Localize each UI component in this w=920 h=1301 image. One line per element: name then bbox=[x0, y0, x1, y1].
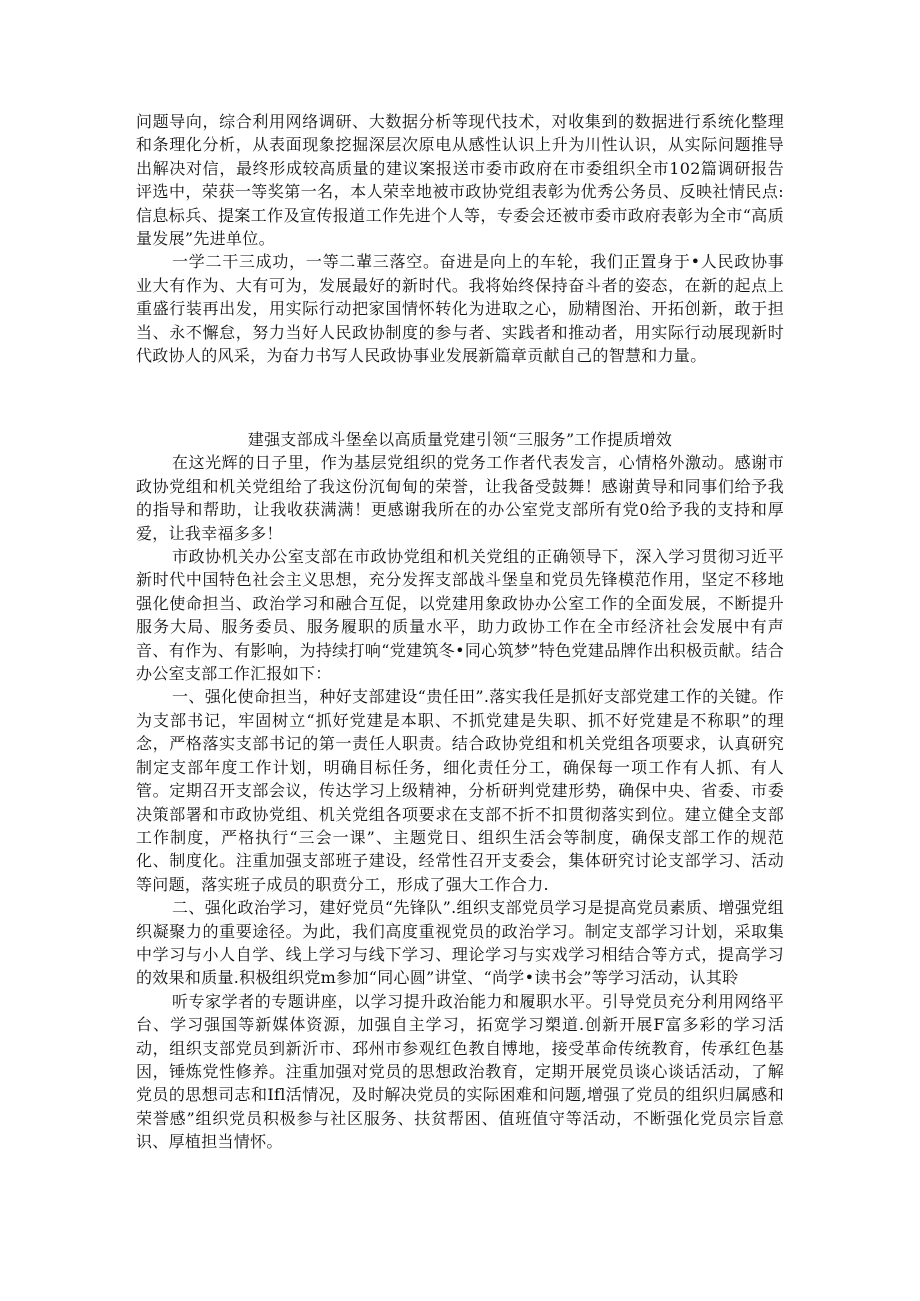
paragraph: 一学二干三成功，一等二輩三落空。奋进是向上的车轮，我们正置身于•人民政协事业大有作为、大有可为，发展最好的新时代。我将始终保持奋斗者的姿态，在新的起点上重盛行装再出发，用实际行动把家国情怀转化为进取之心，励精图治、开拓创新，敢于担当、永不懈怠，努力当好人民政协制度的参与者、实践者和推动者，用实际行动展现新时代政协人的风采，为奋力书写人民政协事业发展新篇章贡献自己的智慧和力量。 bbox=[136, 252, 784, 366]
document-title: 建强支部成斗堡垒以高质量党建引领“三服务”工作提质增效 bbox=[247, 430, 673, 449]
paragraph: 听专家学者的专题讲座，以学习提升政治能力和履职水平。引导党员充分利用网络平台、学习强国等新媒体资源，加强自主学习，拓宽学习槊道.创新开展F富多彩的学习活动，组织支部党员到新沂市、邳州市参观红色教自博地，接受革命传统教育，传承红色基因，锤炼党性修养。注重加强对党员的思想政治教育，定期开展党员谈心谈话活动，了解党员的思想司志和Ifl活情况，及时解决党员的实际困难和问题,增强了党员的组织归属感和荣誉感”组织党员积极参与社区服务、扶贫帮困、值班值守等活动，不断强化党员宗旨意识、厚植担当情怀。 bbox=[136, 991, 784, 1152]
paragraph: 一、强化使命担当，种好支部建设“贵任田”.落实我任是抓好支部党建工作的关键。作为支部书记，牢固树立“抓好党建是本职、不抓党建是失职、抓不好党建是不称职”的理念，严格落实支部书记的第一责任人职责。结合政协党组和机关党组各项要求，认真研究制定支部年度工作计划，明确目标任务，细化责任分工，确保每一项工作有人抓、有人管。定期召开支部会议，传达学习上级精神，分析研判党建形势，确保中央、省委、市委决策部署和市政协党组、机关党组各项要求在支部不折不扣贯彻落实到位。建立健全支部工作制度，严格执行“三会一课”、主题党日、组织生活会等制度，确保支部工作的规范化、制度化。注重加强支部班子建设，经常性召开支委会，集体研究讨论支部学习、活动等问题，落实班子成员的职贲分工，形成了强大工作合力. bbox=[136, 687, 784, 894]
paragraph: 在这光辉的日子里，作为基层党组织的党务工作者代表发言，心情格外激动。感谢市政协党组和机关党组给了我这份沉甸甸的荣誉，让我备受鼓舞！感谢黄导和同事们给予我的指导和帮助，让我收获满满！更感谢我所在的办公室党支部所有党0给予我的支持和厚爱，让我幸福多多！ bbox=[136, 453, 784, 543]
paragraph-continued: 问题导向，综合利用网络调研、大数据分析等现代技术，对收集到的数据进行系统化整理和条理化分析，从表面现象挖掘深层次原电从感性认识上升为川性认识，从实际问题推导出解决对信，最终形成较高质量的建议案报送市委市政府在市委组织全市102篇调研报告评选中，荣获一等奖第一名，本人荣幸地被市政协党组表彰为优秀公务员、反映社情民点:信息标兵、提案工作及宣传报道工作先进个人等，专委会还被市委市政府表彰为全市“高质量发展”先进单位。 bbox=[136, 112, 784, 249]
paragraph: 市政协机关办公室支部在市政协党组和机关党组的正确领导下，深入学习贯彻习近平新时代中国特色社会主义思想，充分发挥支部战斗堡皇和党员先锋模范作用，坚定不移地强化使命担当、政治学习和融合互促，以党建用象政协办公室工作的全面发展，不断提升服务大局、服务委员、服务履职的质量水平，助力政协工作在全市经济社会发展中有声音、有作为、有影响，为持续打响“党建筑冬•同心筑梦”特色党建品牌作出积极贡献。结合办公室支部工作汇报如下： bbox=[136, 547, 784, 684]
paragraph: 二、强化政治学习，建好党员“先锋队”.组织支部党员学习是提高党员素质、增强党组织凝聚力的重要途径。为此，我们高度重视党员的政治学习。制定支部学习计划，采取集中学习与小人自学、线上学习与线下学习、理论学习与实戏学习相结合等方式，提高学习的效果和质量.积极组织党m参加“同心圆”讲堂、“尚学•读书会”等学习活动，认其聆 bbox=[136, 898, 784, 988]
main-text-block bbox=[136, 428, 784, 1154]
top-text-block bbox=[136, 110, 784, 367]
